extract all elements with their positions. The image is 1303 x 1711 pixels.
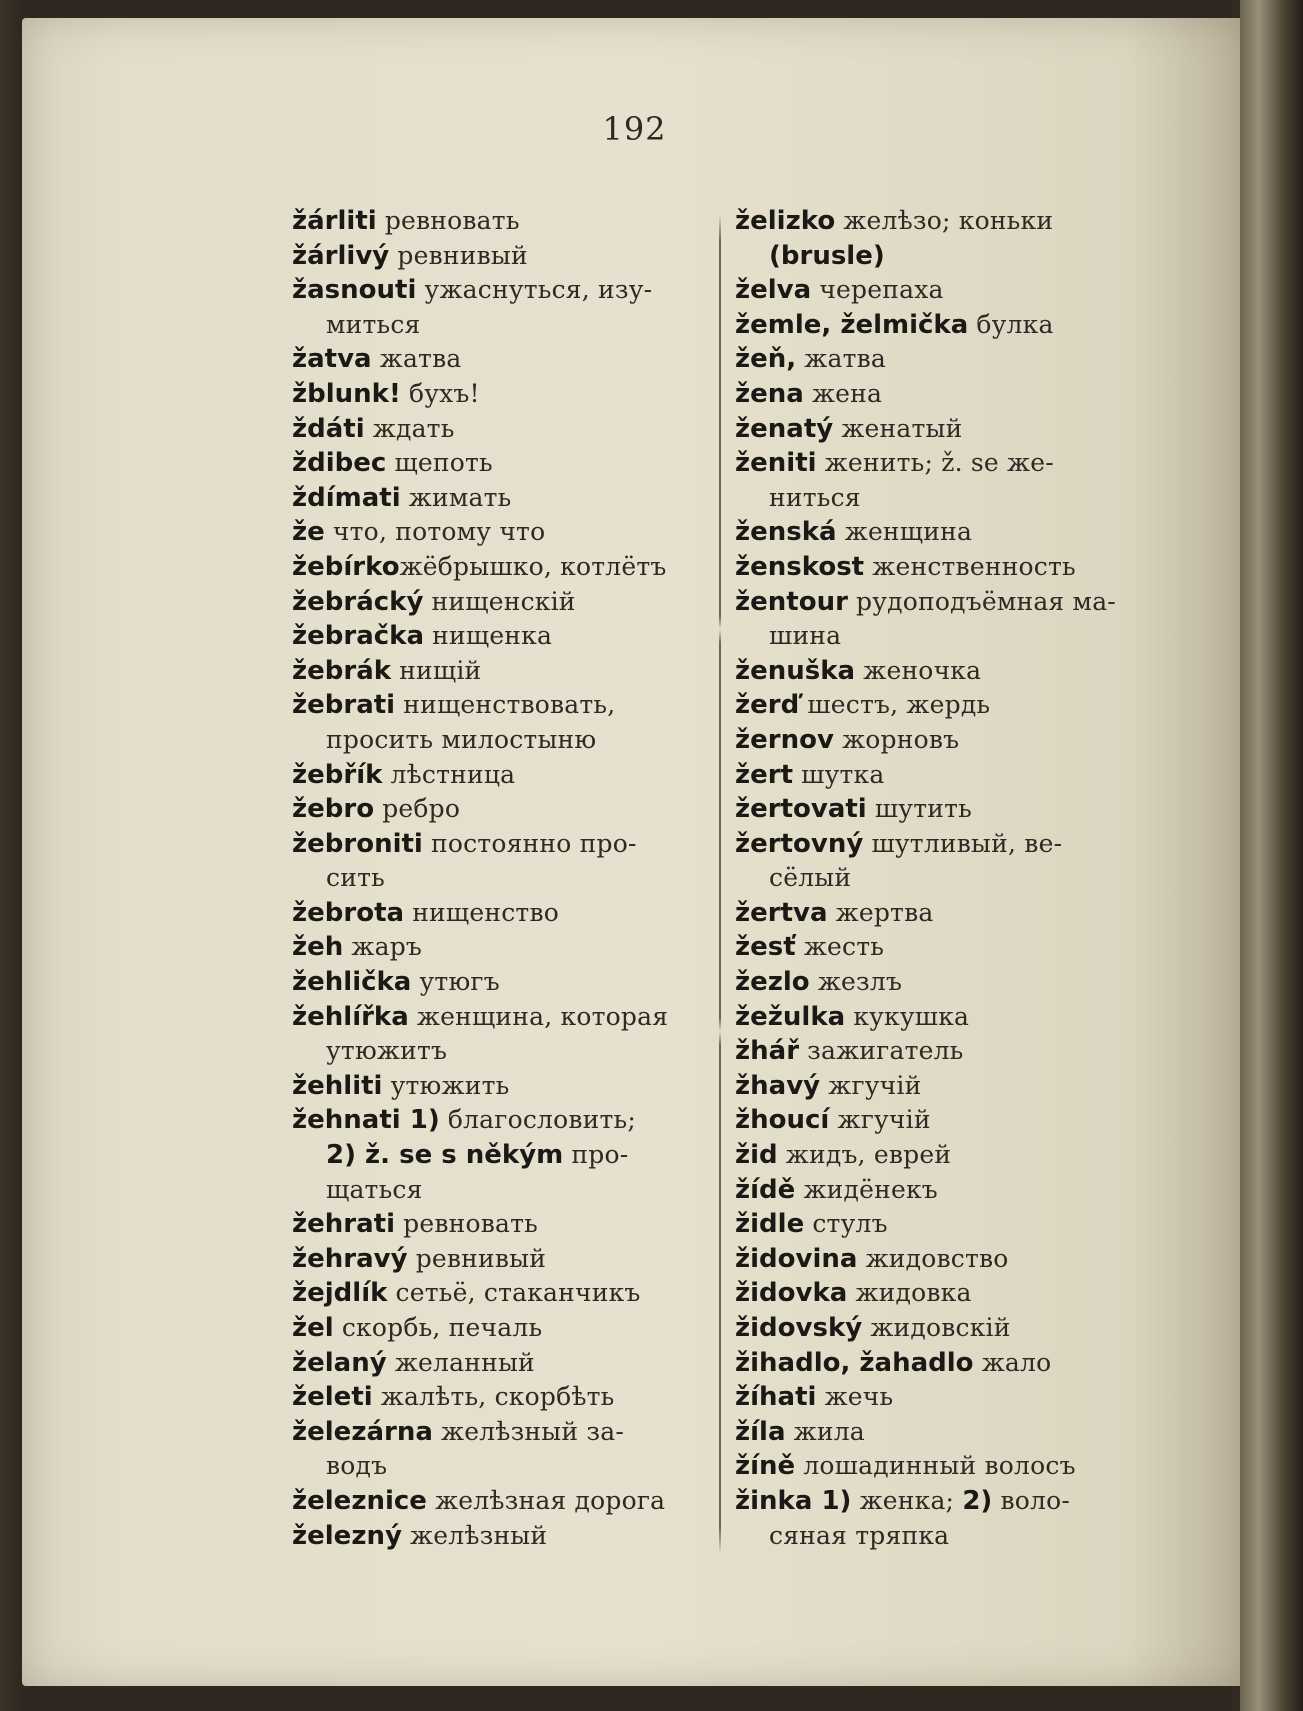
headword: žert [735,759,794,790]
entry-line [292,654,712,689]
entry-line [735,1449,1155,1484]
headword: ždímati [292,482,401,513]
headword: žebrácký [292,586,424,617]
translation: женатый [833,413,963,443]
dictionary-entry [292,965,712,1000]
headword: žežulka [735,1001,846,1032]
headword: žblunk! [292,378,401,409]
translation: жидъ, еврей [777,1140,952,1170]
headword: žeň, [735,344,797,375]
dictionary-entry [735,515,1155,550]
entry-line [735,792,1155,827]
translation: ребро [374,794,461,824]
entry-line [735,585,1155,620]
translation: постоянно про- [422,828,637,858]
translation: жена [803,378,883,408]
entry-line [292,550,712,585]
dictionary-entry [292,930,712,965]
dictionary-entry [735,1000,1155,1035]
dictionary-entry [735,1380,1155,1415]
headword: ženatý [735,413,834,444]
translation: жгучій [829,1105,931,1135]
headword: žatva [292,344,372,375]
translation: ужаснуться, изу- [416,275,653,305]
headword: žemle, želmička [735,309,969,340]
translation: водъ [326,1451,388,1481]
dictionary-entry [292,1484,712,1519]
headword: žebírko [292,551,400,582]
entry-line [292,412,712,447]
entry-line [735,1069,1155,1104]
headword: žíně [735,1451,796,1482]
translation: нищенка [424,621,553,651]
entry-line [292,792,712,827]
headword: železárna [292,1416,433,1447]
entry-line [735,1276,1155,1311]
entry-line [735,758,1155,793]
entry-line [292,515,712,550]
translation: просить милостыню [326,724,597,754]
entry-continuation [292,1449,712,1484]
translation: скорбь, печаль [333,1313,543,1342]
dictionary-entry [735,342,1155,377]
dictionary-entry [735,1276,1155,1311]
translation: жидовство [857,1243,1009,1273]
translation: нищій [391,655,482,685]
entry-line [292,204,712,239]
entry-line [735,1173,1155,1208]
entry-line [292,1276,712,1311]
headword: žhoucí [735,1105,830,1136]
headword: žehravý [292,1243,408,1274]
headword: žinka 1) [735,1485,852,1516]
dictionary-entry [735,688,1155,723]
entry-continuation [735,861,1155,896]
translation: ждать [364,413,455,443]
translation: утюжитъ [326,1036,448,1066]
headword: žíhati [735,1382,817,1413]
book-gutter [1240,0,1303,1711]
headword: 2) ž. se s někým [326,1140,564,1171]
entry-line [735,412,1155,447]
headword: žehrati [292,1209,395,1240]
headword: ženskost [735,551,865,582]
dictionary-entry [292,342,712,377]
entry-line [735,965,1155,1000]
headword: ždáti [292,413,365,444]
dictionary-entry [292,550,712,585]
dictionary-entry [292,1103,712,1207]
entry-line [292,585,712,620]
translation: шутливый, ве- [863,828,1063,858]
translation: желѣзный [401,1520,548,1550]
entry-line [292,446,712,481]
entry-continuation [735,1519,1155,1554]
translation: жорновъ [833,724,960,754]
entry-continuation [292,1138,712,1173]
entry-line [735,308,1155,343]
entry-line [735,1000,1155,1035]
dictionary-entry [292,896,712,931]
entry-line [735,1415,1155,1450]
entry-line [292,1484,712,1519]
headword: žehlička [292,967,412,998]
headword: židovka [735,1278,848,1309]
headword: žhář [735,1036,800,1067]
dictionary-entry [735,965,1155,1000]
translation: кукушка [845,1001,970,1031]
dictionary-entry [292,688,712,757]
entry-line [292,481,712,516]
translation: ниться [769,482,861,512]
left-column [292,204,712,1553]
dictionary-entry [735,1311,1155,1346]
dictionary-entry [292,654,712,689]
dictionary-entry [292,481,712,516]
entry-line [735,1311,1155,1346]
headword: žasnouti [292,275,417,306]
dictionary-entry [292,239,712,274]
entry-line [292,377,712,412]
translation: лошадинный волосъ [795,1451,1076,1481]
headword: (brusle) [769,240,885,271]
headword: žernov [735,724,834,755]
dictionary-entry [292,446,712,481]
translation: ревнивый [389,240,528,270]
dictionary-entry [735,550,1155,585]
entry-continuation [292,1173,712,1208]
headword: žid [735,1140,778,1171]
book-page [22,18,1247,1686]
dictionary-entry [292,1415,712,1484]
translation: сёлый [769,863,852,893]
dictionary-entry [292,1276,712,1311]
translation: женщина [836,517,973,547]
translation: женщина, которая [408,1001,669,1031]
entry-line [735,1103,1155,1138]
entry-line [292,827,712,862]
dictionary-entry [292,1311,712,1346]
headword: žeh [292,932,344,963]
column-divider [719,214,721,1554]
translation: шестъ, жердь [799,690,991,720]
headword: žihadlo, žahadlo [735,1347,974,1378]
entry-continuation [735,619,1155,654]
entry-line [735,1346,1155,1381]
translation: жертва [827,897,934,927]
dictionary-entry [735,1173,1155,1208]
dictionary-entry [735,792,1155,827]
dictionary-entry [735,1242,1155,1277]
dictionary-entry [292,585,712,620]
entry-line [735,550,1155,585]
headword: žehliti [292,1070,383,1101]
dictionary-entry [292,619,712,654]
entry-continuation [292,723,712,758]
entry-line [735,1484,1155,1519]
entry-line [292,1069,712,1104]
entry-line [735,204,1155,239]
headword: ženská [735,517,837,548]
dictionary-entry [735,273,1155,308]
translation: утюгъ [411,967,500,997]
dictionary-entry [735,1103,1155,1138]
dictionary-entry [735,1484,1155,1553]
entry-line [292,688,712,723]
dictionary-entry [735,1346,1155,1381]
entry-line [292,273,712,308]
translation: жатва [796,344,887,374]
translation: рудоподъёмная ма- [847,586,1116,616]
headword: želva [735,275,812,306]
headword: že [292,517,325,548]
headword: žezlo [735,967,810,998]
entry-line [292,1207,712,1242]
headword: ždibec [292,448,387,479]
dictionary-entry [735,1138,1155,1173]
dictionary-entry [292,377,712,412]
translation: про- [563,1140,629,1170]
entry-line [292,619,712,654]
translation: благословить; [439,1105,636,1135]
page-number: 192 [602,110,667,148]
translation: жесть [795,932,885,962]
translation: ревновать [376,206,520,235]
headword: žebrota [292,897,405,928]
translation: желѣзная дорога [426,1485,666,1515]
translation: жалѣть, скорбѣть [372,1382,615,1412]
dictionary-entry [735,585,1155,654]
entry-line [292,1242,712,1277]
translation: воло- [992,1485,1070,1515]
headword: železnice [292,1485,427,1516]
translation: нищенствовать, [395,690,616,720]
headword: žárlivý [292,240,390,271]
dictionary-entry [292,1242,712,1277]
entry-line [735,342,1155,377]
entry-line [292,1311,712,1346]
dictionary-entry [292,515,712,550]
headword: želeti [292,1382,373,1413]
dictionary-entry [735,723,1155,758]
dictionary-entry [735,204,1155,273]
headword: žertva [735,897,828,928]
entry-continuation [292,308,712,343]
entry-line [735,896,1155,931]
translation: женить; ž. se же- [816,448,1054,478]
entry-line [735,1138,1155,1173]
dictionary-entry [735,758,1155,793]
translation: щепоть [386,448,493,478]
translation: желанный [386,1347,535,1377]
headword: žebrák [292,655,392,686]
entry-line [292,342,712,377]
entry-line [735,1034,1155,1069]
headword: žebračka [292,621,424,652]
dictionary-entry [735,412,1155,447]
dictionary-entry [735,930,1155,965]
translation: сяная тряпка [769,1520,950,1550]
entry-line [292,1103,712,1138]
translation: ревнивый [407,1243,547,1273]
headword: žebro [292,794,375,825]
dictionary-entry [735,1449,1155,1484]
translation: шина [769,621,842,651]
dictionary-entry [292,1000,712,1069]
entry-line [292,1519,712,1554]
entry-line [735,930,1155,965]
headword: žíla [735,1416,786,1447]
entry-line [735,446,1155,481]
translation: женочка [855,655,982,685]
translation: бухъ! [400,378,480,408]
headword: žerď [735,690,800,721]
entry-continuation [292,861,712,896]
headword: žhavý [735,1070,821,1101]
entry-line [292,1415,712,1450]
headword: žejdlík [292,1278,388,1309]
translation: желѣзный за- [432,1416,624,1446]
right-column [735,204,1155,1553]
dictionary-entry [735,1207,1155,1242]
translation: женка; [851,1485,963,1515]
translation: жила [785,1416,865,1446]
entry-line [735,377,1155,412]
headword: žebroniti [292,828,423,859]
headword: želaný [292,1347,387,1378]
headword: žertovný [735,828,864,859]
translation: жаръ [343,932,423,962]
headword: žel [292,1313,334,1343]
entry-line [735,273,1155,308]
translation: что, потому что [324,517,546,547]
translation: булка [968,309,1054,339]
entry-line [292,239,712,274]
headword: železný [292,1520,402,1551]
translation: черепаха [811,275,944,305]
entry-continuation [735,239,1155,274]
entry-continuation [292,1034,712,1069]
headword: žehnati 1) [292,1105,440,1136]
entry-line [735,1207,1155,1242]
entry-line [735,654,1155,689]
headword: ženiti [735,448,817,479]
entry-line [735,723,1155,758]
dictionary-entry [735,654,1155,689]
entry-continuation [735,481,1155,516]
translation: сить [326,863,385,893]
entry-line [735,827,1155,862]
translation: жидёнекъ [795,1174,938,1204]
headword: žentour [735,586,848,617]
translation: щаться [326,1174,423,1204]
translation: жечь [816,1382,894,1412]
translation: жатва [371,344,462,374]
dictionary-entry [735,1034,1155,1069]
headword: 2) [962,1485,993,1516]
dictionary-entry [735,1069,1155,1104]
headword: žídě [735,1174,796,1205]
translation: женственность [864,551,1076,581]
entry-line [735,688,1155,723]
entry-line [735,1380,1155,1415]
translation: зажигатель [799,1036,964,1066]
dictionary-entry [292,1069,712,1104]
dictionary-entry [292,412,712,447]
dictionary-entry [292,1519,712,1554]
translation: нищенство [404,897,559,927]
headword: žena [735,378,804,409]
translation: ревновать [394,1209,538,1239]
translation: жёбрышко, котлётъ [399,551,667,581]
translation: жидовскій [862,1313,1011,1342]
dictionary-entry [735,446,1155,515]
translation: шутка [793,759,885,789]
translation: жимать [400,482,512,512]
translation: жезлъ [809,967,903,997]
entry-line [292,965,712,1000]
headword: židovský [735,1313,863,1343]
dictionary-entry [735,308,1155,343]
dictionary-entry [292,792,712,827]
entry-line [735,1242,1155,1277]
dictionary-entry [292,204,712,239]
entry-line [292,1346,712,1381]
translation: сетьё, стаканчикъ [387,1278,641,1308]
dictionary-entry [292,827,712,896]
dictionary-entry [735,1415,1155,1450]
entry-line [735,515,1155,550]
entry-line [292,758,712,793]
dictionary-entry [292,273,712,342]
entry-line [292,1000,712,1035]
headword: žesť [735,932,796,963]
dictionary-entry [292,758,712,793]
translation: шутить [866,794,972,824]
headword: žertovati [735,794,867,825]
translation: жгучій [820,1070,922,1100]
translation: жало [973,1347,1052,1377]
headword: židovina [735,1243,858,1274]
headword: žehlířka [292,1001,409,1032]
dictionary-entry [292,1207,712,1242]
dictionary-entry [735,827,1155,896]
headword: želizko [735,206,836,236]
headword: žebřík [292,759,383,790]
translation: лѣстница [382,759,516,789]
headword: žebrati [292,690,396,721]
entry-line [292,1380,712,1415]
headword: ženuška [735,655,856,686]
dictionary-entry [292,1380,712,1415]
translation: желѣзо; коньки [835,206,1054,235]
translation: миться [326,309,421,339]
dictionary-entry [735,896,1155,931]
dictionary-entry [735,377,1155,412]
entry-line [292,896,712,931]
entry-line [292,930,712,965]
translation: утюжить [382,1070,510,1100]
dictionary-entry [292,1346,712,1381]
headword: žárliti [292,206,377,236]
translation: стулъ [804,1209,888,1239]
translation: нищенскій [423,586,576,616]
translation: жидовка [847,1278,972,1308]
headword: židle [735,1209,805,1240]
